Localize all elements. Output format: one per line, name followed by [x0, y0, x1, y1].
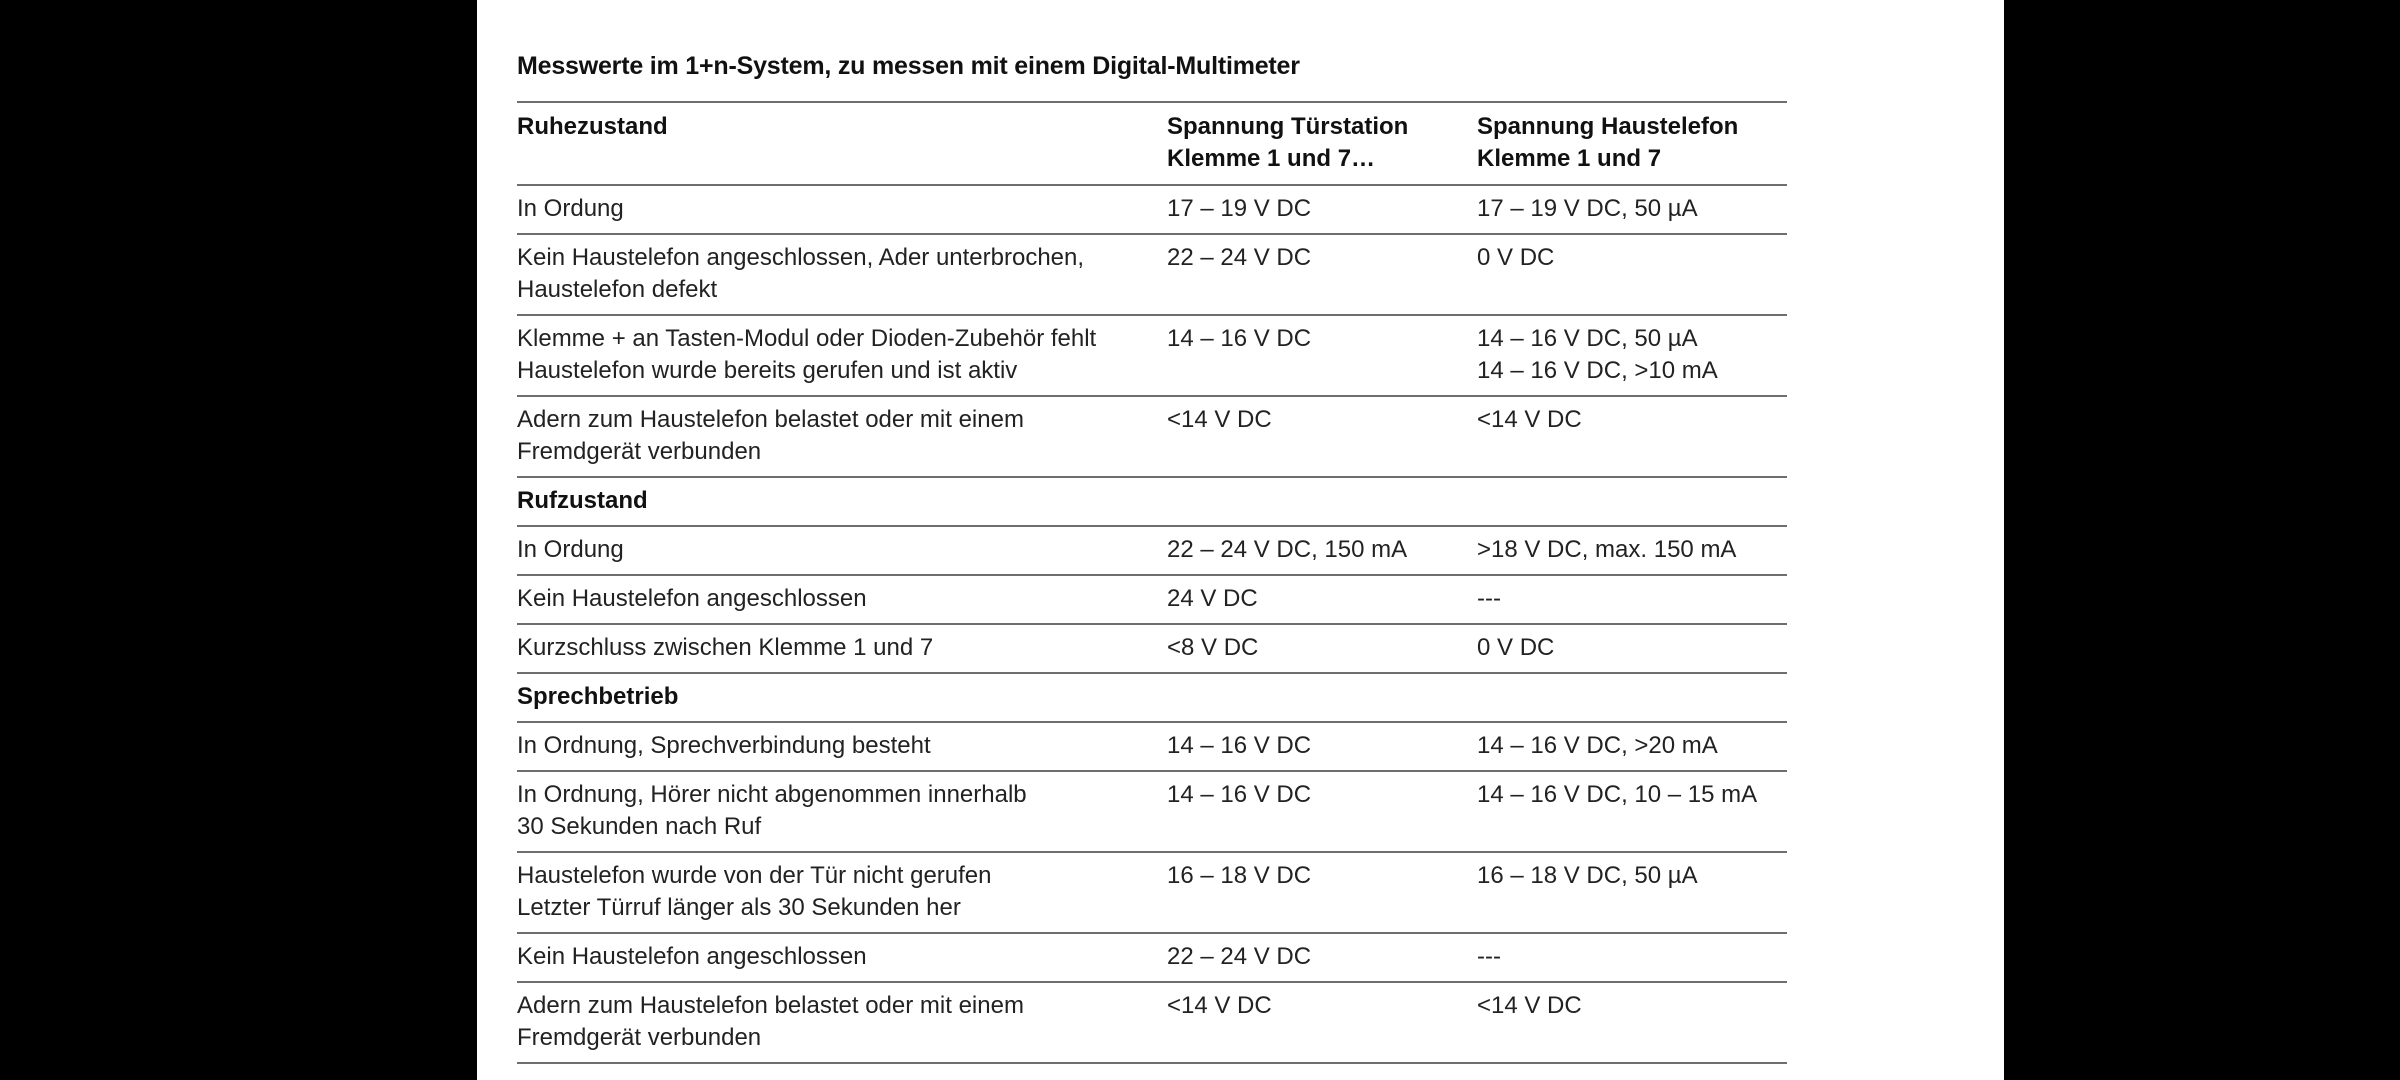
voltage-door-station-cell: 22 – 24 V DC [1167, 933, 1477, 982]
condition-cell: Kein Haustelefon angeschlossen, Ader unterbrochen, Haustelefon defekt [517, 234, 1167, 315]
document-page [477, 0, 2004, 1080]
table-row [517, 771, 1787, 852]
table-row [517, 396, 1787, 477]
voltage-house-phone-cell: 14 – 16 V DC, >20 mA [1477, 722, 1787, 771]
section-header-row [517, 673, 1787, 722]
voltage-house-phone-cell: <14 V DC [1477, 982, 1787, 1063]
condition-cell: In Ordung [517, 185, 1167, 234]
voltage-door-station-cell: 17 – 19 V DC [1167, 185, 1477, 234]
section-header-row [517, 477, 1787, 526]
table-body [517, 185, 1787, 1063]
table-row [517, 234, 1787, 315]
condition-cell: Kein Haustelefon angeschlossen [517, 933, 1167, 982]
header-spannung-haustelefon: Spannung Haustelefon Klemme 1 und 7 [1477, 102, 1787, 185]
voltage-house-phone-cell: 14 – 16 V DC, 50 µA 14 – 16 V DC, >10 mA [1477, 315, 1787, 396]
table-row [517, 933, 1787, 982]
table-row [517, 315, 1787, 396]
voltage-door-station-cell: 16 – 18 V DC [1167, 852, 1477, 933]
condition-cell: In Ordung [517, 526, 1167, 575]
header-spannung-tuerstation: Spannung Türstation Klemme 1 und 7… [1167, 102, 1477, 185]
condition-cell: Kein Haustelefon angeschlossen [517, 575, 1167, 624]
table-header-row [517, 102, 1787, 185]
condition-cell: Adern zum Haustelefon belastet oder mit einem Fremdgerät verbunden [517, 982, 1167, 1063]
voltage-house-phone-cell: 17 – 19 V DC, 50 µA [1477, 185, 1787, 234]
voltage-door-station-cell: 22 – 24 V DC [1167, 234, 1477, 315]
voltage-door-station-cell: 24 V DC [1167, 575, 1477, 624]
condition-cell: Klemme + an Tasten-Modul oder Dioden-Zubehör fehlt Haustelefon wurde bereits gerufen und ist aktiv [517, 315, 1167, 396]
voltage-house-phone-cell: 0 V DC [1477, 234, 1787, 315]
condition-cell: In Ordnung, Hörer nicht abgenommen innerhalb 30 Sekunden nach Ruf [517, 771, 1167, 852]
table-row [517, 526, 1787, 575]
voltage-house-phone-cell: --- [1477, 933, 1787, 982]
voltage-house-phone-cell: <14 V DC [1477, 396, 1787, 477]
table-row [517, 982, 1787, 1063]
table-row [517, 575, 1787, 624]
section-title: Rufzustand [517, 477, 1787, 526]
voltage-door-station-cell: 14 – 16 V DC [1167, 771, 1477, 852]
header-ruhezustand: Ruhezustand [517, 102, 1167, 185]
section-title: Sprechbetrieb [517, 673, 1787, 722]
voltage-house-phone-cell: --- [1477, 575, 1787, 624]
voltage-house-phone-cell: >18 V DC, max. 150 mA [1477, 526, 1787, 575]
condition-cell: Kurzschluss zwischen Klemme 1 und 7 [517, 624, 1167, 673]
table-row [517, 852, 1787, 933]
voltage-house-phone-cell: 16 – 18 V DC, 50 µA [1477, 852, 1787, 933]
measurement-table [517, 101, 1787, 1064]
voltage-door-station-cell: <8 V DC [1167, 624, 1477, 673]
table-row [517, 185, 1787, 234]
voltage-house-phone-cell: 14 – 16 V DC, 10 – 15 mA [1477, 771, 1787, 852]
table-row [517, 624, 1787, 673]
voltage-door-station-cell: <14 V DC [1167, 982, 1477, 1063]
voltage-house-phone-cell: 0 V DC [1477, 624, 1787, 673]
table-row [517, 722, 1787, 771]
voltage-door-station-cell: 22 – 24 V DC, 150 mA [1167, 526, 1477, 575]
condition-cell: Adern zum Haustelefon belastet oder mit einem Fremdgerät verbunden [517, 396, 1167, 477]
voltage-door-station-cell: 14 – 16 V DC [1167, 315, 1477, 396]
voltage-door-station-cell: <14 V DC [1167, 396, 1477, 477]
voltage-door-station-cell: 14 – 16 V DC [1167, 722, 1477, 771]
condition-cell: In Ordnung, Sprechverbindung besteht [517, 722, 1167, 771]
table-title: Messwerte im 1+n-System, zu messen mit einem Digital-Multimeter [517, 52, 1300, 80]
condition-cell: Haustelefon wurde von der Tür nicht gerufen Letzter Türruf länger als 30 Sekunden her [517, 852, 1167, 933]
